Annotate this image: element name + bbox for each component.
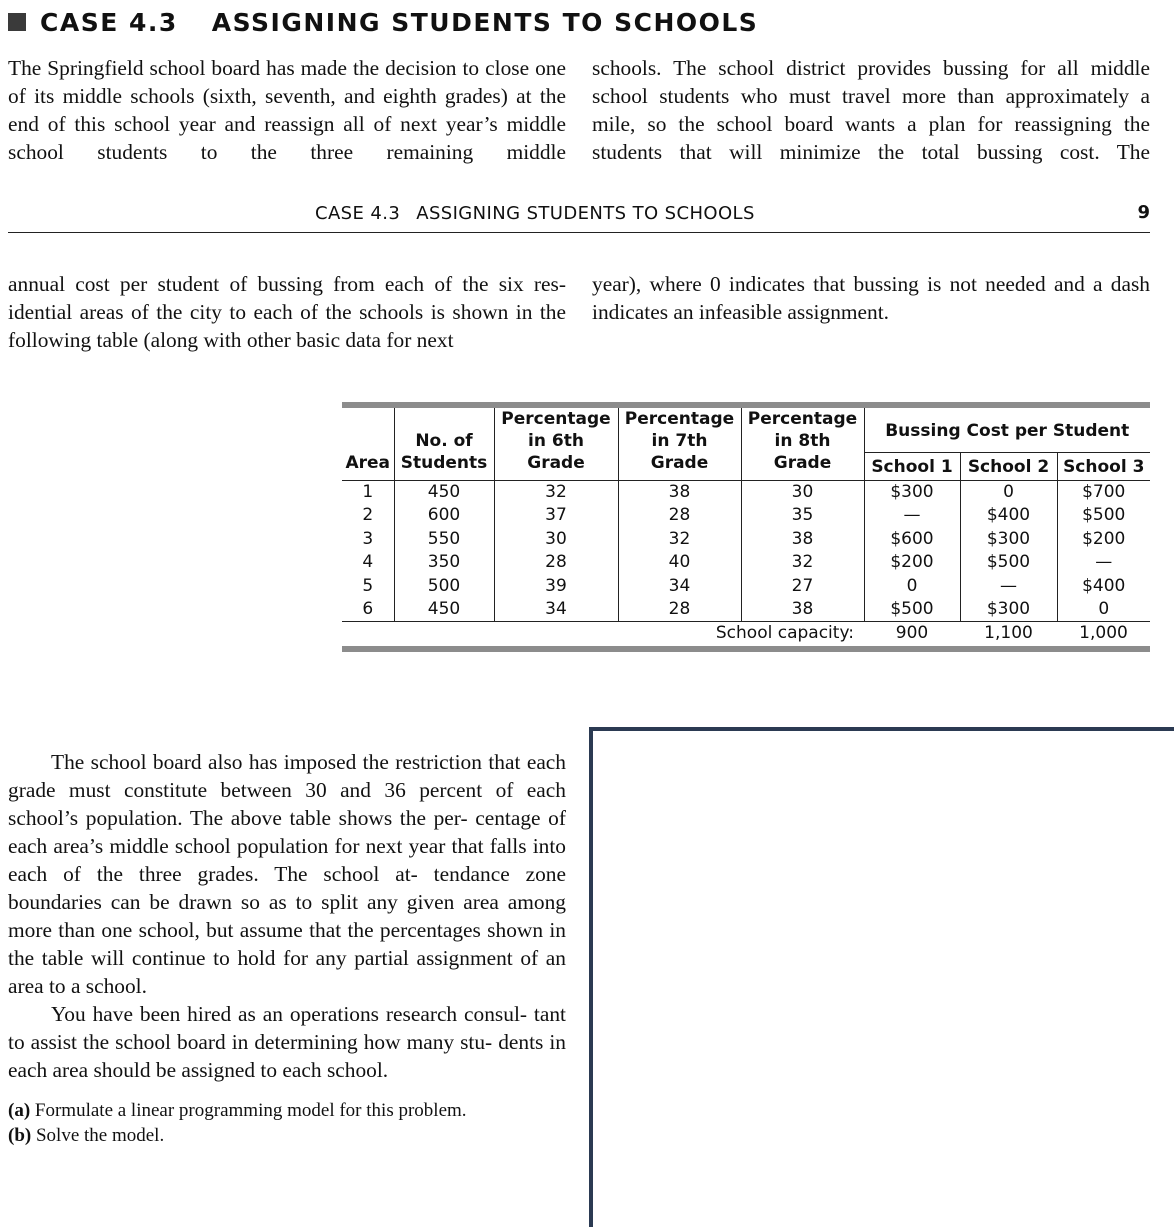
cell-school2: $300 (960, 598, 1057, 622)
header-school-3: School 3 (1057, 453, 1150, 480)
question-a-label: (a) (8, 1100, 31, 1121)
question-a (8, 1098, 566, 1123)
capacity-row (342, 622, 1150, 646)
cell-pct8: 30 (741, 481, 864, 505)
cell-area: 5 (362, 575, 374, 596)
paragraph-1-right: schools. The school district provides bussing for all middle school students who must travel more than approximately a mile, so the school board wants a plan for reassigning the students that will minimize the total bussing cost. The (592, 56, 1150, 164)
header-students-line2: Students (400, 453, 488, 473)
cell-school1: $600 (864, 528, 960, 551)
cell-students: 450 (394, 598, 494, 622)
cell-school3: $200 (1057, 528, 1150, 551)
cell-pct8: 38 (741, 528, 864, 551)
cell-pct6: 28 (494, 551, 618, 574)
running-title-text: ASSIGNING STUDENTS TO SCHOOLS (416, 203, 755, 224)
running-page-header (8, 196, 1150, 233)
header-pct8-line1: Percentage (747, 409, 858, 429)
cell-pct7: 34 (618, 575, 741, 598)
header-pct6-line2: in 6th (528, 431, 584, 451)
cell-pct7: 38 (618, 481, 741, 505)
header-pct6-line1: Percentage (501, 409, 611, 429)
cell-pct6: 39 (494, 575, 618, 598)
cell-pct6: 37 (494, 504, 618, 527)
cell-school2: $400 (960, 504, 1057, 527)
cell-pct7: 32 (618, 528, 741, 551)
paragraph-3: The school board also has imposed the restriction that each grade must constitute between 30 and 36 percent of each school’s population. The above table shows the per- centage of each area’s middle school population for next year that falls into each of the three grades. The school at- tendance zone boundaries can be drawn so as to split any given area among more than one school, but assume that the percentages shown in the table will continue to hold for any partial assignment of an area to a school. (8, 750, 566, 998)
cell-area: 4 (362, 552, 374, 573)
cell-pct7: 28 (618, 598, 741, 622)
cell-pct7: 28 (618, 504, 741, 527)
header-pct6 (494, 408, 618, 480)
case-marker-square-icon (8, 13, 26, 31)
cell-school1: $500 (864, 598, 960, 622)
cell-school3: — (1057, 551, 1150, 574)
table-row (342, 598, 1150, 622)
paragraph-2-right-column (592, 270, 1150, 326)
paragraph-3-column (8, 748, 566, 1084)
header-school-2: School 2 (960, 453, 1057, 480)
cell-school1: $300 (864, 481, 960, 505)
paragraph-1-right-column (592, 54, 1150, 166)
cell-pct8: 32 (741, 551, 864, 574)
questions-list (8, 1098, 566, 1148)
capacity-school2: 1,100 (984, 623, 1033, 644)
header-area: Area (345, 453, 391, 473)
cell-school2: $300 (960, 528, 1057, 551)
capacity-label: School capacity: (715, 623, 854, 644)
cell-students: 450 (394, 481, 494, 505)
header-pct6-line3: Grade (527, 453, 585, 473)
table-bottom-rule (342, 646, 1150, 652)
cell-pct6: 32 (494, 481, 618, 505)
table-row (342, 551, 1150, 574)
cell-area: 3 (362, 528, 374, 549)
paragraph-4: You have been hired as an operations research consul- tant to assist the school board in determining how many stu- dents in each area should be assigned to each school. (8, 1002, 566, 1082)
page-number: 9 (1137, 202, 1150, 223)
header-students (394, 408, 494, 480)
cell-school1: — (864, 504, 960, 527)
table-row (342, 504, 1150, 527)
cell-students: 350 (394, 551, 494, 574)
case-title: ASSIGNING STUDENTS TO SCHOOLS (211, 7, 759, 37)
cell-students: 550 (394, 528, 494, 551)
cell-pct8: 27 (741, 575, 864, 598)
cell-area: 2 (362, 505, 374, 526)
header-school-1: School 1 (864, 453, 960, 480)
question-b-text: Solve the model. (35, 1125, 165, 1146)
question-a-text: Formulate a linear programming model for this problem. (34, 1100, 467, 1121)
cell-school3: $700 (1057, 481, 1150, 505)
cell-school1: 0 (864, 575, 960, 598)
cell-school3: 0 (1057, 598, 1150, 622)
header-pct7-line1: Percentage (624, 409, 735, 429)
cell-students: 600 (394, 504, 494, 527)
header-pct7-line2: in 7th (651, 431, 708, 451)
cell-area: 1 (362, 482, 374, 502)
cell-school3: $500 (1057, 504, 1150, 527)
cell-school2: $500 (960, 551, 1057, 574)
cell-pct6: 34 (494, 598, 618, 622)
cell-school2: 0 (960, 481, 1057, 505)
question-b (8, 1123, 566, 1148)
running-title (315, 203, 755, 224)
cell-school3: $400 (1057, 575, 1150, 598)
cell-students: 500 (394, 575, 494, 598)
header-pct8 (741, 408, 864, 480)
paragraph-2-right: year), where 0 indicates that bussing is not needed and a dash indicates an infeasible assignment. (592, 272, 1150, 324)
table-row (342, 481, 1150, 505)
header-pct8-line2: in 8th (774, 431, 831, 451)
cell-area: 6 (342, 598, 394, 622)
case-header (8, 6, 758, 38)
paragraph-2-left-column (8, 270, 566, 354)
paragraph-2-left: annual cost per student of bussing from each of the six res- idential areas of the city to each of the schools is shown in the following table (along with other basic data for next (8, 272, 566, 352)
cell-school1: $200 (864, 551, 960, 574)
blue-frame-overlay (589, 727, 1174, 1227)
cell-pct6: 30 (494, 528, 618, 551)
running-title-case: CASE 4.3 (315, 203, 401, 224)
table-row (342, 528, 1150, 551)
cell-pct8: 38 (741, 598, 864, 622)
table-row (342, 575, 1150, 598)
capacity-school1: 900 (895, 623, 929, 644)
header-pct8-line3: Grade (773, 453, 832, 473)
paragraph-1-left: The Springfield school board has made the decision to close one of its middle schools (sixth, seventh, and eighth grades) at the end of this school year and reassign all of next year’s middle school students to the three remaining middle (8, 56, 566, 164)
question-b-label: (b) (8, 1125, 32, 1146)
cell-school2: — (960, 575, 1057, 598)
header-pct7 (618, 408, 741, 480)
school-data-table (342, 402, 1152, 652)
capacity-school3: 1,000 (1079, 623, 1128, 644)
header-bussing-cost: Bussing Cost per Student (864, 408, 1150, 453)
paragraph-1-left-column (8, 54, 566, 166)
cell-pct8: 35 (741, 504, 864, 527)
header-pct7-line3: Grade (650, 453, 709, 473)
case-number: CASE 4.3 (40, 7, 178, 37)
cell-pct7: 40 (618, 551, 741, 574)
header-students-line1: No. of (415, 431, 473, 451)
